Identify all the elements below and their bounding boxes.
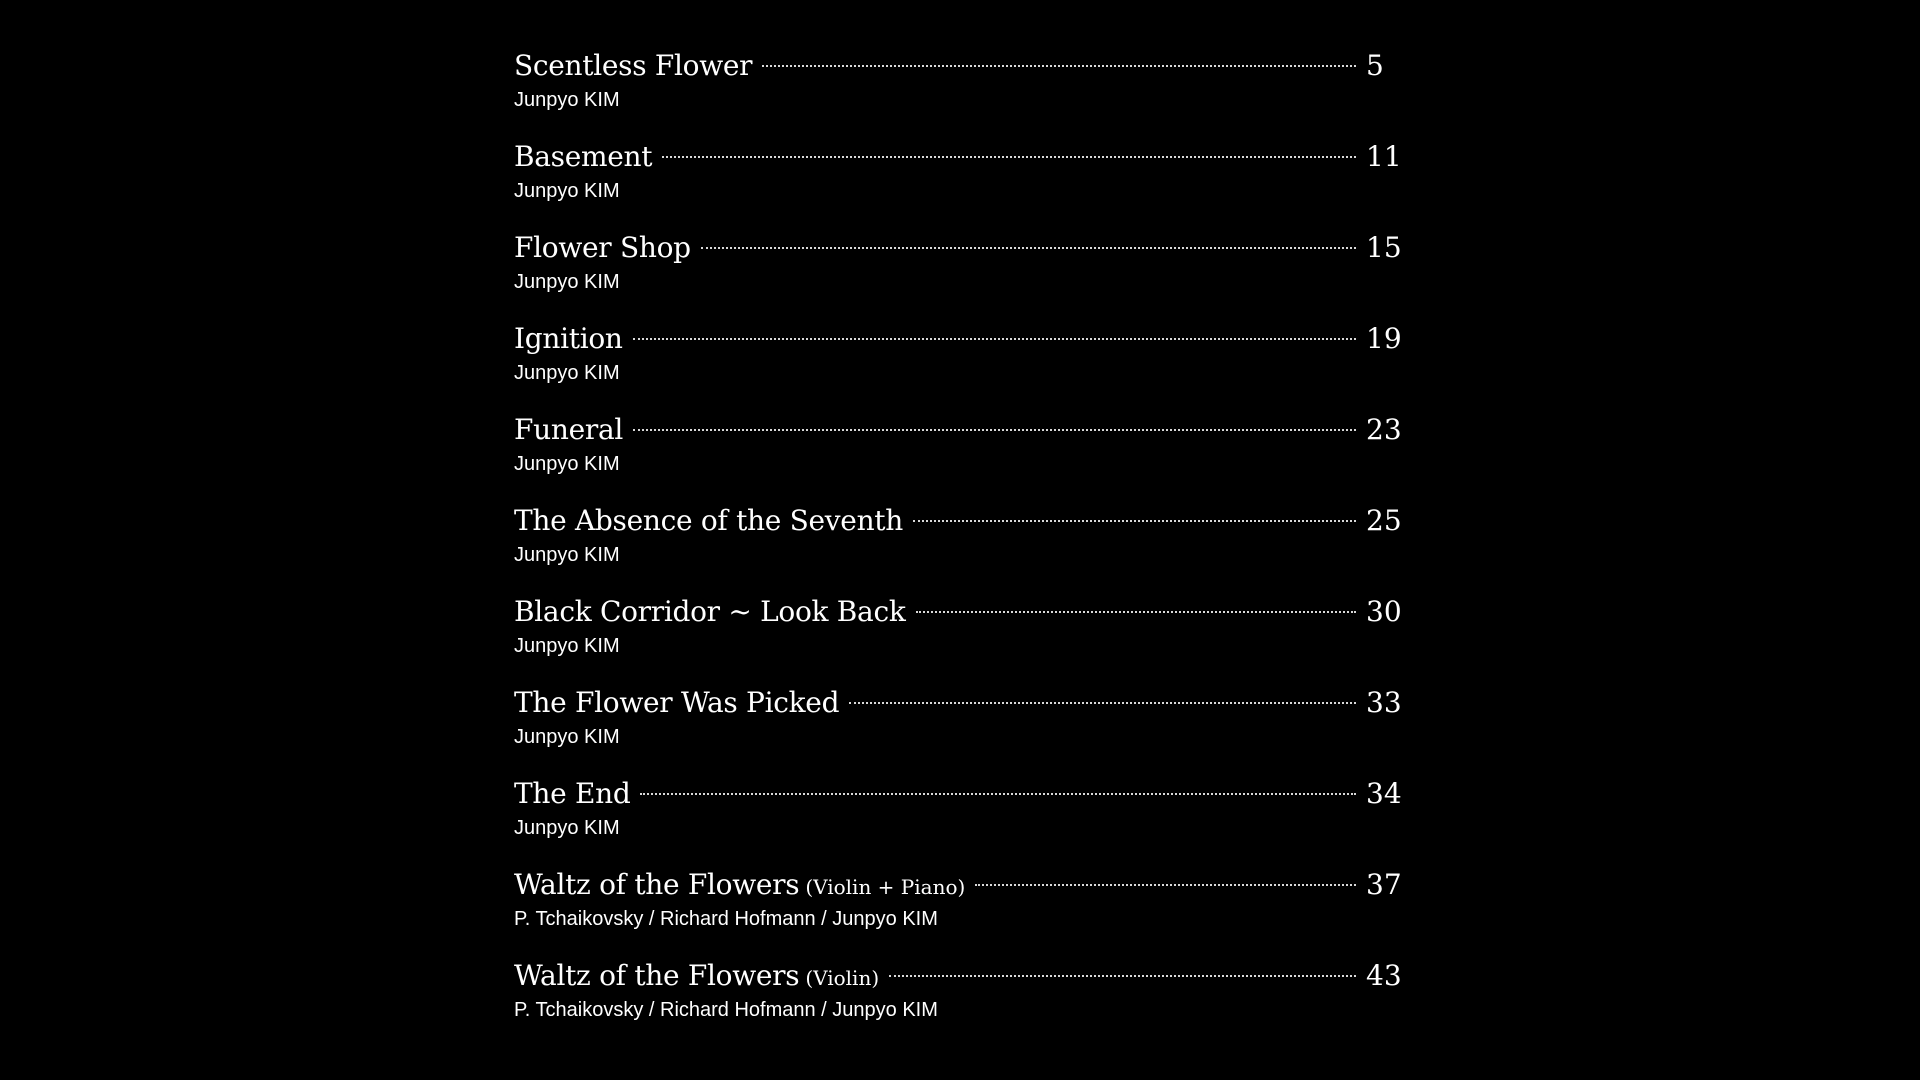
page-number: 30 <box>1366 595 1402 628</box>
dot-leader <box>975 884 1356 886</box>
toc-title-row <box>514 777 1406 819</box>
toc-entry[interactable] <box>514 868 1406 959</box>
dot-leader <box>889 975 1356 977</box>
dot-leader <box>633 338 1356 340</box>
entry-subtitle: (Violin + Piano) <box>805 875 966 899</box>
entry-composer: P. Tchaikovsky / Richard Hofmann / Junpyo KIM <box>514 908 938 930</box>
toc-entry[interactable] <box>514 140 1406 231</box>
entry-composer: Junpyo KIM <box>514 362 620 384</box>
dot-leader <box>762 65 1356 67</box>
toc-title-row <box>514 140 1406 182</box>
toc-entry[interactable] <box>514 413 1406 504</box>
toc-entry[interactable] <box>514 504 1406 595</box>
entry-composer: P. Tchaikovsky / Richard Hofmann / Junpyo KIM <box>514 999 938 1021</box>
table-of-contents <box>514 49 1406 1050</box>
entry-composer: Junpyo KIM <box>514 635 620 657</box>
toc-title-row <box>514 959 1406 1001</box>
entry-title: Ignition <box>514 322 623 355</box>
toc-entry[interactable] <box>514 231 1406 322</box>
entry-title: The Absence of the Seventh <box>514 504 903 537</box>
toc-title-row <box>514 231 1406 273</box>
entry-composer: Junpyo KIM <box>514 726 620 748</box>
toc-entry[interactable] <box>514 49 1406 140</box>
entry-composer: Junpyo KIM <box>514 180 620 202</box>
dot-leader <box>916 611 1356 613</box>
entry-title: Black Corridor ~ Look Back <box>514 595 906 628</box>
toc-entry[interactable] <box>514 777 1406 868</box>
toc-title-row <box>514 504 1406 546</box>
dot-leader <box>662 156 1356 158</box>
page-number: 19 <box>1366 322 1402 355</box>
entry-composer: Junpyo KIM <box>514 89 620 111</box>
page-number: 15 <box>1366 231 1402 264</box>
page-number: 25 <box>1366 504 1402 537</box>
page-number: 34 <box>1366 777 1402 810</box>
toc-title-row <box>514 322 1406 364</box>
toc-title-row <box>514 868 1406 910</box>
dot-leader <box>633 429 1356 431</box>
entry-title: Waltz of the Flowers <box>514 868 800 901</box>
page-number: 43 <box>1366 959 1402 992</box>
page-number: 5 <box>1366 49 1384 82</box>
toc-title-row <box>514 686 1406 728</box>
dot-leader <box>701 247 1356 249</box>
toc-title-row <box>514 49 1406 91</box>
toc-title-row <box>514 413 1406 455</box>
entry-title: The Flower Was Picked <box>514 686 840 719</box>
entry-composer: Junpyo KIM <box>514 817 620 839</box>
page-number: 33 <box>1366 686 1402 719</box>
page-number: 37 <box>1366 868 1402 901</box>
toc-title-row <box>514 595 1406 637</box>
toc-entry[interactable] <box>514 595 1406 686</box>
entry-composer: Junpyo KIM <box>514 544 620 566</box>
dot-leader <box>640 793 1356 795</box>
entry-title: Waltz of the Flowers <box>514 959 800 992</box>
page-number: 11 <box>1366 140 1402 173</box>
entry-composer: Junpyo KIM <box>514 271 620 293</box>
entry-composer: Junpyo KIM <box>514 453 620 475</box>
entry-title: Basement <box>514 140 653 173</box>
entry-title: The End <box>514 777 631 810</box>
toc-entry[interactable] <box>514 322 1406 413</box>
entry-subtitle: (Violin) <box>805 966 880 990</box>
toc-entry[interactable] <box>514 686 1406 777</box>
page-number: 23 <box>1366 413 1402 446</box>
dot-leader <box>913 520 1356 522</box>
toc-entry[interactable] <box>514 959 1406 1050</box>
entry-title: Scentless Flower <box>514 49 753 82</box>
entry-title: Flower Shop <box>514 231 691 264</box>
dot-leader <box>849 702 1356 704</box>
entry-title: Funeral <box>514 413 623 446</box>
